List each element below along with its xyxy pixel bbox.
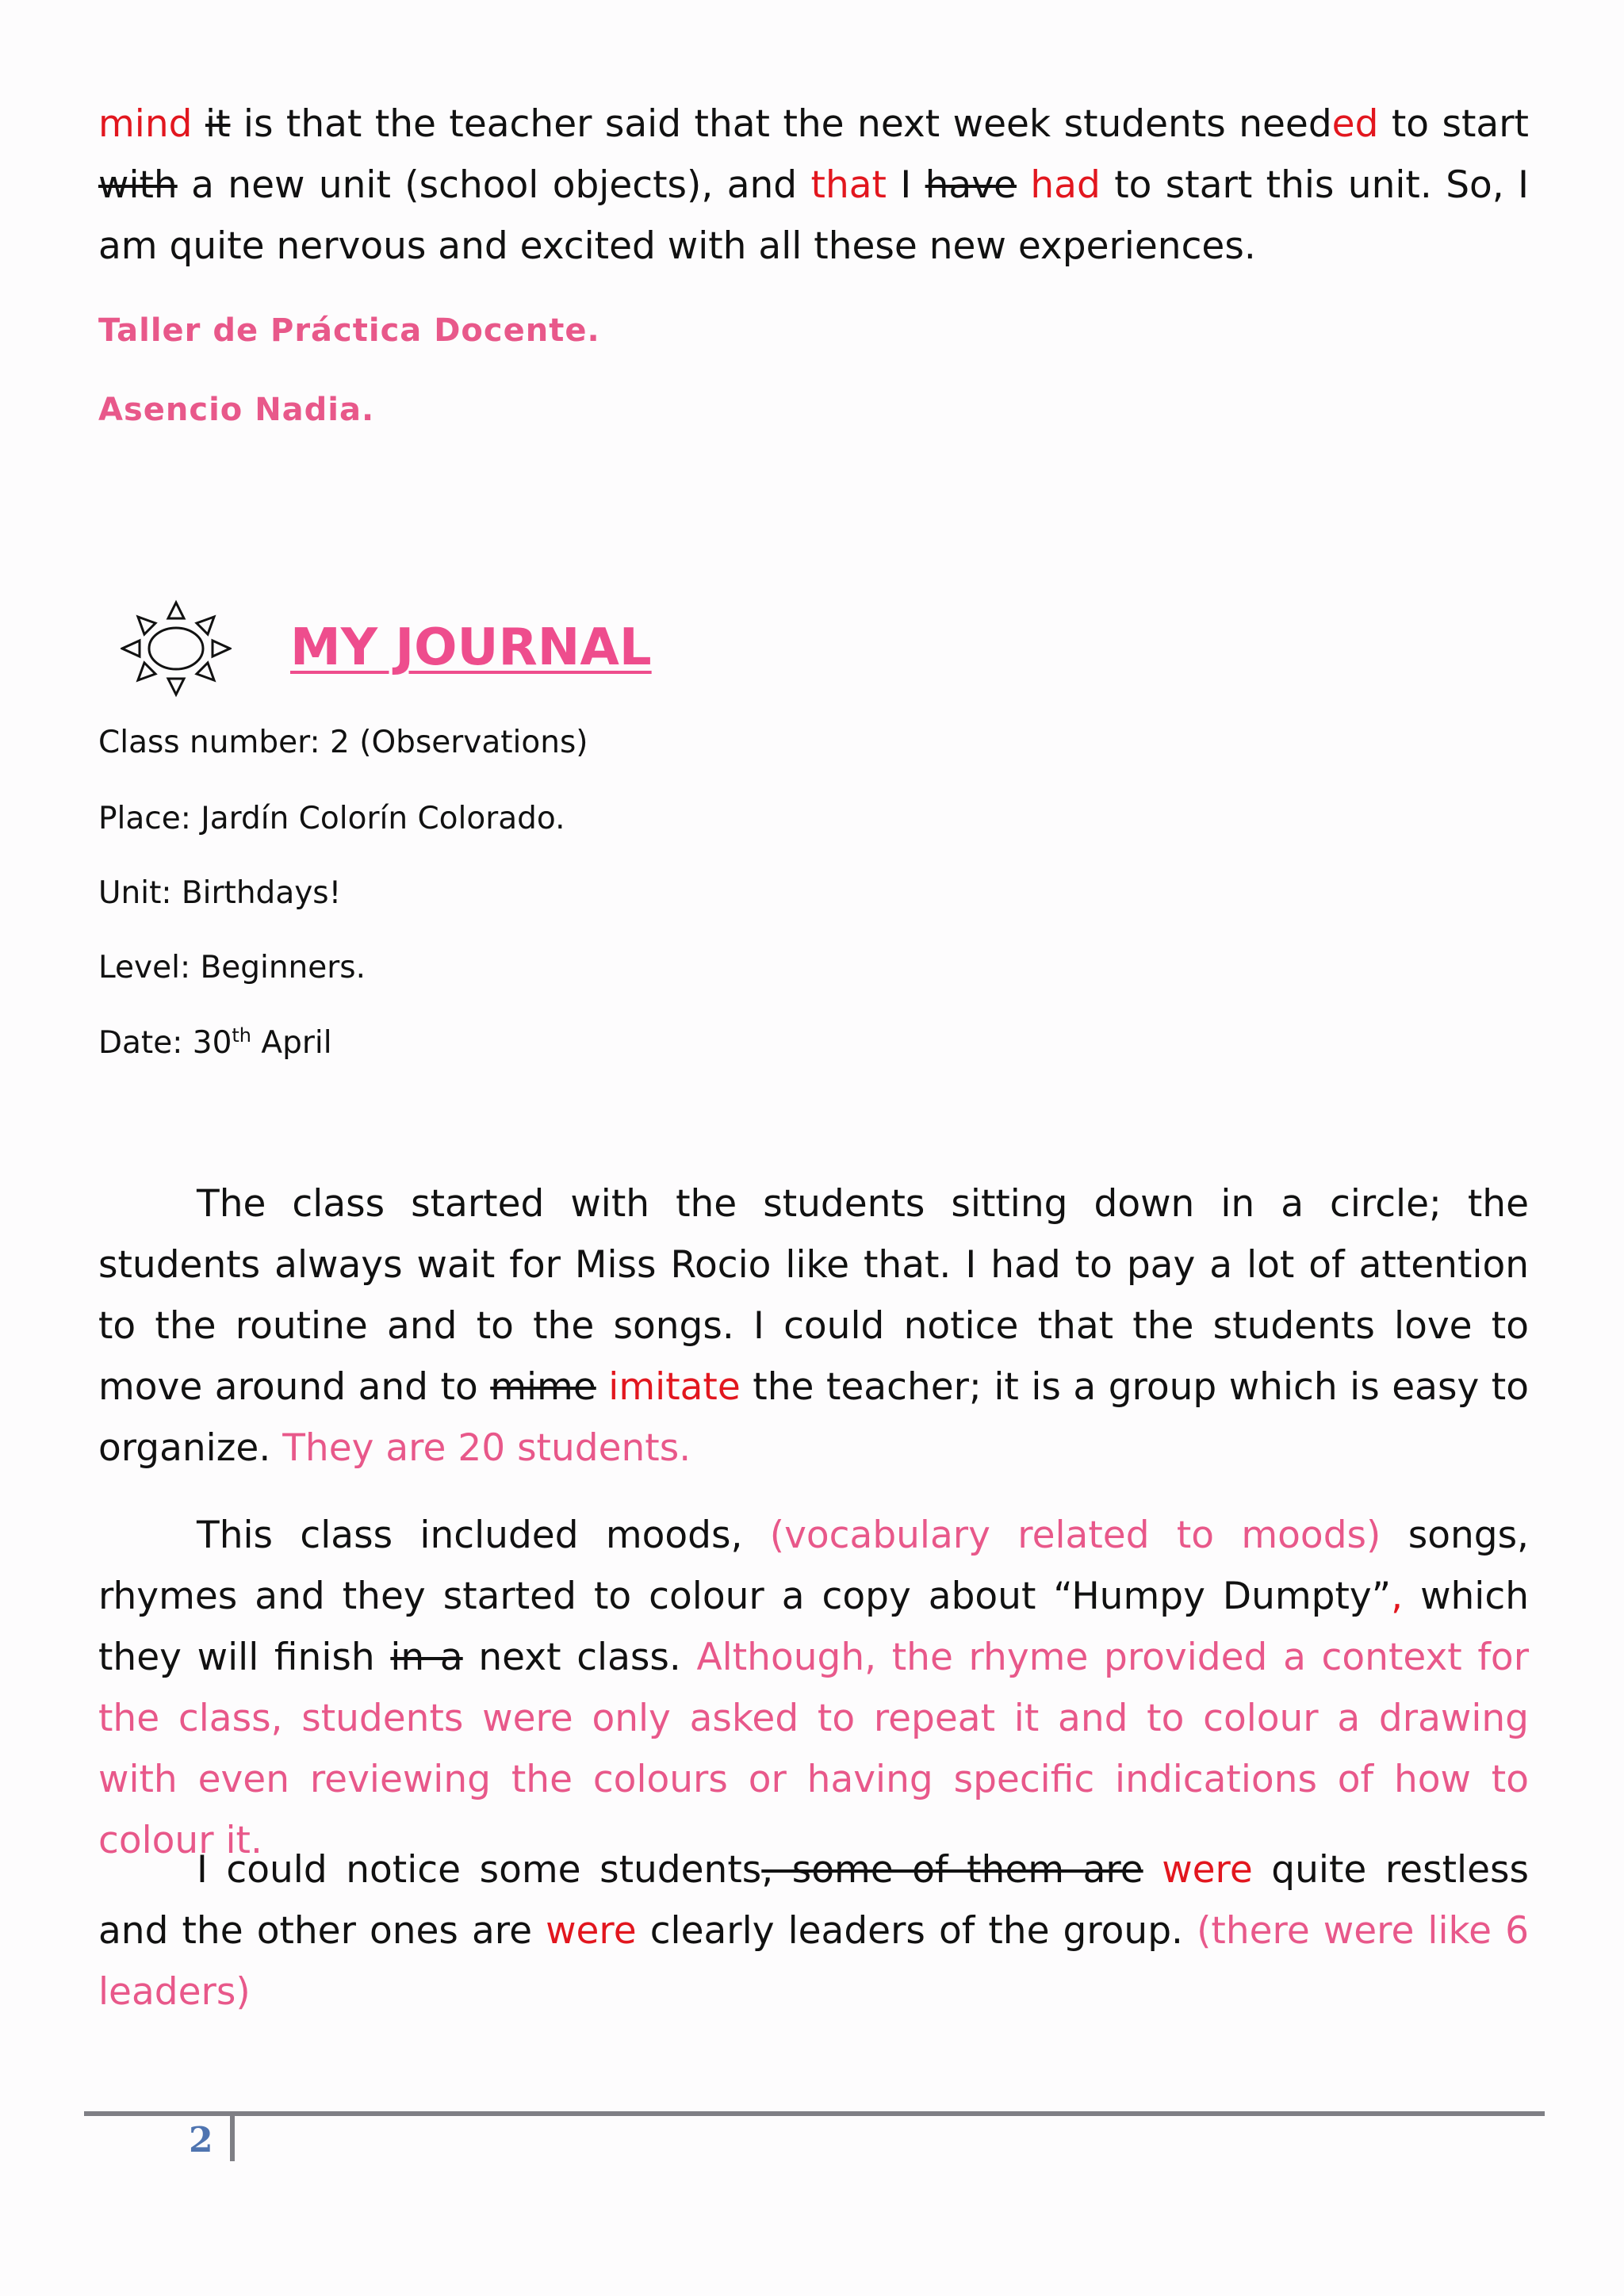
text-span <box>1143 1848 1162 1892</box>
text-span: a new unit (school objects), and <box>177 163 811 207</box>
correction-word: , <box>1391 1575 1404 1618</box>
struck-word: mime <box>490 1365 596 1409</box>
text-span: next class. <box>462 1636 697 1679</box>
author-name: Asencio Nadia. <box>98 392 375 428</box>
text-span: the teacher; it is a group which is easy to organize. <box>98 1365 1529 1470</box>
date-superscript: th <box>232 1024 252 1047</box>
struck-word: have <box>925 163 1017 207</box>
text-span: quite restless and the other ones are <box>98 1848 1529 1953</box>
text-span: The class started with the students sitting down in a circle; the students always wait for Miss Rocio like that. I had to pay a lot of attention to the routine and to the songs. I could notice that the students love to move around and to <box>98 1182 1529 1409</box>
date-suffix: April <box>251 1025 332 1061</box>
teacher-comment: (vocabulary related to moods) <box>769 1513 1381 1557</box>
sun-icon <box>121 599 232 698</box>
text-span: clearly leaders of the group. <box>636 1909 1197 1953</box>
struck-phrase: , some of them are <box>761 1848 1143 1892</box>
page-number: 2 <box>189 2120 213 2160</box>
teacher-comment: (there were like 6 leaders) <box>98 1909 1529 2014</box>
text-span: is that the teacher said that the next week students need <box>230 102 1332 146</box>
paragraph-1 <box>98 1173 1529 1479</box>
text-span: which they will finish <box>98 1575 1529 1679</box>
correction-word: mind <box>98 102 193 146</box>
struck-word: in a <box>390 1636 463 1679</box>
date <box>98 1024 332 1061</box>
struck-word: with <box>98 163 178 207</box>
text-span <box>596 1365 609 1409</box>
text-span: I could notice some students <box>197 1848 762 1892</box>
level: Level: Beginners. <box>98 950 366 985</box>
teacher-comment: They are 20 students. <box>282 1426 691 1470</box>
course-name: Taller de Práctica Docente. <box>98 312 600 349</box>
correction-word: imitate <box>608 1365 741 1409</box>
paragraph-3 <box>98 1839 1529 2022</box>
footer-rule <box>84 2111 1545 2116</box>
text-span <box>1017 163 1030 207</box>
top-paragraph <box>98 94 1529 277</box>
correction-word: were <box>1162 1848 1253 1892</box>
place: Place: Jardín Colorín Colorado. <box>98 801 565 836</box>
correction-word: that <box>810 163 887 207</box>
correction-word: ed <box>1331 102 1379 146</box>
footer-divider <box>230 2114 235 2161</box>
text-span: to start this unit. So, I am quite nervous and excited with all these new experiences. <box>98 163 1529 268</box>
unit: Unit: Birthdays! <box>98 875 342 911</box>
text-span: to start <box>1378 102 1529 146</box>
struck-word: it <box>205 102 231 146</box>
correction-word: had <box>1030 163 1101 207</box>
paragraph-2 <box>98 1505 1529 1871</box>
correction-word: were <box>546 1909 637 1953</box>
date-prefix: Date: 30 <box>98 1025 232 1061</box>
class-number: Class number: 2 (Observations) <box>98 725 588 760</box>
text-span: songs, rhymes and they started to colour a copy about “Humpy Dumpty” <box>98 1513 1529 1618</box>
text-span: I <box>886 163 925 207</box>
text-span: This class included moods, <box>197 1513 770 1557</box>
teacher-comment: Although, the rhyme provided a context for the class, students were only asked to repeat it and to colour a drawing with even reviewing the colours or having specific indications of how to colour it. <box>98 1636 1530 1862</box>
journal-title: MY JOURNAL <box>290 618 652 677</box>
